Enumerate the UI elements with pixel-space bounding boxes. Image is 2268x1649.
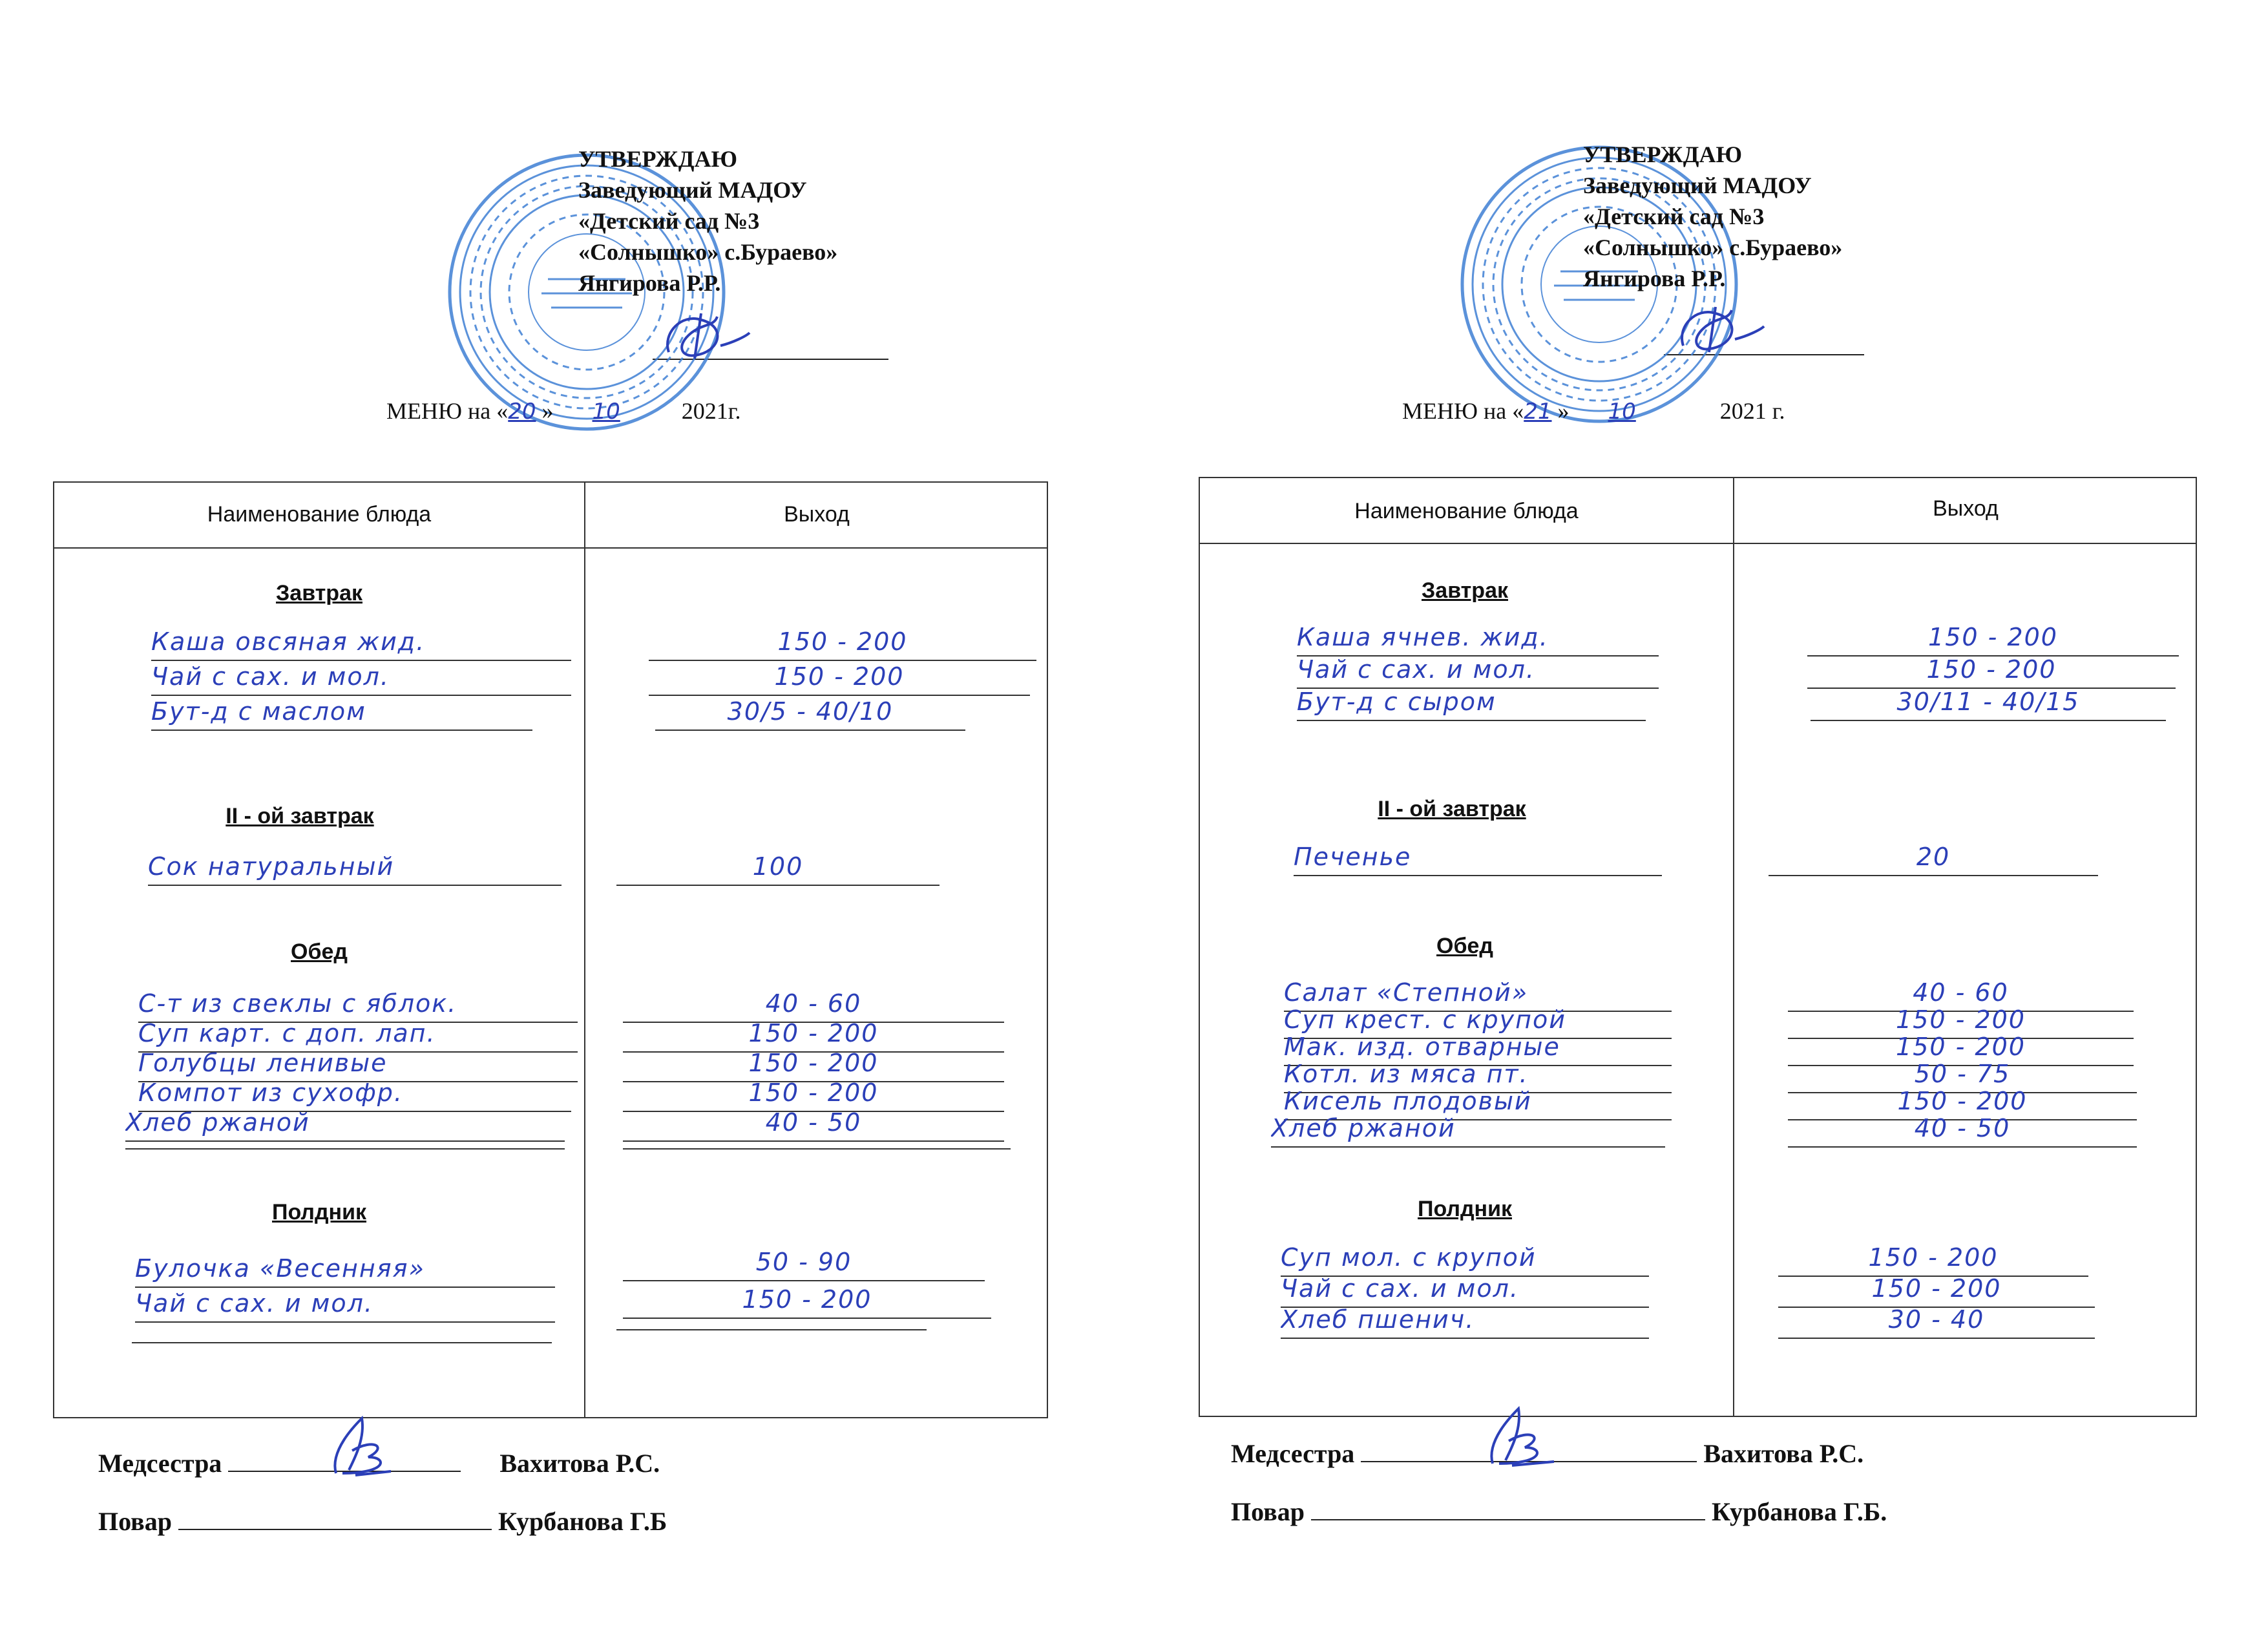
dish-output: 150 - 200 xyxy=(1807,620,2179,656)
column-header-dish: Наименование блюда xyxy=(207,502,432,527)
dish-item: Суп карт. с доп. лап. xyxy=(138,1016,578,1053)
menu-date-month: 10 xyxy=(1608,399,1636,425)
nurse-signature xyxy=(1473,1402,1564,1473)
dish-item: Бут-д с маслом xyxy=(151,695,532,731)
head-signature xyxy=(656,307,753,365)
dish-output: 30/5 - 40/10 xyxy=(655,695,965,731)
section-lunch-title: Обед xyxy=(1436,934,1493,958)
approval-position: Заведующий МАДОУ xyxy=(1583,173,1812,198)
dish-output: 40 - 60 xyxy=(1788,976,2134,1012)
cook-label: Повар xyxy=(1231,1497,1305,1526)
dish-output: 150 - 200 xyxy=(623,1016,1004,1053)
dish-item: Котл. из мяса пт. xyxy=(1284,1057,1672,1093)
dish-output: 150 - 200 xyxy=(1778,1241,2088,1277)
dish-output: 30/11 - 40/15 xyxy=(1811,685,2166,721)
nurse-label: Медсестра xyxy=(1231,1439,1355,1468)
nurse-label: Медсестра xyxy=(98,1449,222,1478)
dish-item: Суп мол. с крупой xyxy=(1281,1241,1649,1277)
dish-output: 30 - 40 xyxy=(1778,1303,2095,1339)
dish-output: 150 - 200 xyxy=(1778,1272,2095,1308)
dish-item: Каша ячнев. жид. xyxy=(1297,620,1659,656)
dish-item: Хлеб ржаной xyxy=(1271,1111,1665,1148)
cook-row xyxy=(1231,1496,1887,1527)
menu-date xyxy=(386,397,741,425)
dish-item: Хлеб пшенич. xyxy=(1281,1303,1649,1339)
dish-item: Чай с сах. и мол. xyxy=(135,1287,555,1323)
approval-head-name: Янгирова Р.Р. xyxy=(1583,266,1726,291)
dish-output: 20 xyxy=(1769,840,2098,876)
dish-output: 50 - 90 xyxy=(623,1245,985,1281)
section-snack-title: Полдник xyxy=(272,1200,366,1224)
dish-output: 150 - 200 xyxy=(649,660,1030,696)
section-second-breakfast-title: II - ой завтрак xyxy=(1378,797,1526,821)
menu-date xyxy=(1402,397,1785,425)
dish-output: 150 - 200 xyxy=(1788,1003,2134,1039)
menu-date-day: 20 xyxy=(508,399,536,425)
dish-item: Чай с сах. и мол. xyxy=(1297,653,1659,689)
dish-item: Мак. изд. отварные xyxy=(1284,1030,1672,1066)
dish-output: 150 - 200 xyxy=(1788,1084,2137,1120)
dish-output: 150 - 200 xyxy=(623,1076,1004,1112)
dish-item: Сок натуральный xyxy=(148,850,562,886)
blank-line xyxy=(125,1148,565,1150)
dish-item: Чай с сах. и мол. xyxy=(1281,1272,1649,1308)
dish-item: Суп крест. с крупой xyxy=(1284,1003,1672,1039)
column-header-output: Выход xyxy=(784,502,850,527)
section-second-breakfast-title: II - ой завтрак xyxy=(226,804,374,828)
menu-sheet-right xyxy=(1134,0,2268,1649)
approval-org: «Детский сад №3 xyxy=(578,208,760,234)
menu-date-year: 2021 г. xyxy=(1719,398,1785,424)
menu-date-prefix: МЕНЮ на « xyxy=(386,398,509,424)
approval-title: УТВЕРЖДАЮ xyxy=(578,146,738,172)
menu-table xyxy=(1199,477,2197,1417)
dish-item: Кисель плодовый xyxy=(1284,1084,1672,1120)
menu-date-day: 21 xyxy=(1524,399,1552,425)
dish-output: 150 - 200 xyxy=(649,625,1036,661)
section-snack-title: Полдник xyxy=(1418,1197,1512,1221)
cook-row xyxy=(98,1506,667,1537)
dish-output: 150 - 200 xyxy=(623,1283,991,1319)
nurse-name: Вахитова Р.С. xyxy=(499,1449,660,1478)
approval-position: Заведующий МАДОУ xyxy=(578,177,807,203)
dish-output: 40 - 50 xyxy=(1788,1111,2137,1148)
cook-label: Повар xyxy=(98,1507,172,1536)
dish-item: Булочка «Весенняя» xyxy=(135,1252,555,1288)
approval-block xyxy=(578,143,837,299)
menu-date-year: 2021г. xyxy=(681,398,741,424)
dish-output: 150 - 200 xyxy=(623,1046,1004,1082)
approval-org-name: «Солнышко» с.Бураево» xyxy=(1583,235,1843,260)
section-lunch-title: Обед xyxy=(291,940,348,964)
dish-item: Чай с сах. и мол. xyxy=(151,660,571,696)
dish-output: 40 - 60 xyxy=(623,987,1004,1023)
dish-item: Печенье xyxy=(1294,840,1662,876)
dish-item: Компот из сухофр. xyxy=(138,1076,571,1112)
dish-output: 150 - 200 xyxy=(1807,653,2176,689)
menu-date-mid: » xyxy=(1551,398,1570,424)
blank-line xyxy=(623,1148,1011,1150)
column-header-output: Выход xyxy=(1933,496,1999,521)
cook-name: Курбанова Г.Б xyxy=(498,1507,667,1536)
menu-date-month: 10 xyxy=(592,399,620,425)
dish-output: 100 xyxy=(616,850,940,886)
approval-head-name: Янгирова Р.Р. xyxy=(578,270,721,296)
cook-name: Курбанова Г.Б. xyxy=(1711,1497,1887,1526)
approval-title: УТВЕРЖДАЮ xyxy=(1583,142,1743,167)
dish-item: Голубцы ленивые xyxy=(138,1046,578,1082)
section-breakfast-title: Завтрак xyxy=(275,581,362,605)
approval-org-name: «Солнышко» с.Бураево» xyxy=(578,239,838,265)
menu-date-prefix: МЕНЮ на « xyxy=(1402,398,1524,424)
menu-table xyxy=(53,481,1048,1418)
dish-item: С-т из свеклы с яблок. xyxy=(138,987,578,1023)
dish-item: Салат «Степной» xyxy=(1284,976,1672,1012)
section-breakfast-title: Завтрак xyxy=(1421,578,1508,603)
nurse-signature xyxy=(317,1412,401,1483)
menu-date-mid: » xyxy=(536,398,554,424)
dish-output: 50 - 75 xyxy=(1788,1057,2137,1093)
nurse-name: Вахитова Р.С. xyxy=(1703,1439,1864,1468)
approval-org: «Детский сад №3 xyxy=(1583,204,1765,229)
approval-block xyxy=(1583,139,1842,294)
column-header-dish: Наименование блюда xyxy=(1354,499,1579,523)
dish-item: Хлеб ржаной xyxy=(125,1106,565,1142)
head-signature xyxy=(1670,300,1767,359)
blank-line xyxy=(132,1342,552,1343)
blank-line xyxy=(616,1329,927,1330)
dish-item: Бут-д с сыром xyxy=(1297,685,1646,721)
dish-output: 40 - 50 xyxy=(623,1106,1004,1142)
dish-item: Каша овсяная жид. xyxy=(151,625,571,661)
dish-output: 150 - 200 xyxy=(1788,1030,2134,1066)
